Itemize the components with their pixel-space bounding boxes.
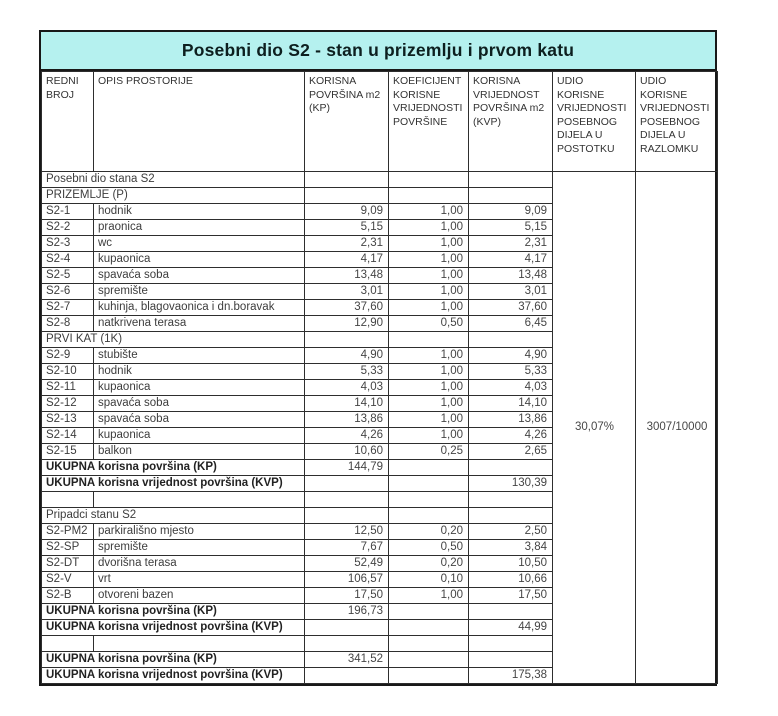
description-cell: spavaća soba xyxy=(94,268,305,284)
kp-cell: 4,26 xyxy=(305,428,389,444)
kp-cell: 14,10 xyxy=(305,396,389,412)
kp-cell: 3,01 xyxy=(305,284,389,300)
kvp-cell: 9,09 xyxy=(469,204,553,220)
kvp-cell xyxy=(469,332,553,348)
koef-cell xyxy=(389,172,469,188)
column-header: UDIO KORISNE VRIJEDNOSTI POSEBNOG DIJELA U RAZLOMKU xyxy=(636,72,718,172)
kp-cell: 13,48 xyxy=(305,268,389,284)
kp-cell xyxy=(305,172,389,188)
description-cell xyxy=(94,492,305,508)
kp-cell: 2,31 xyxy=(305,236,389,252)
koef-cell xyxy=(389,668,469,684)
total-label-cell: UKUPNA korisna vrijednost površina (KVP) xyxy=(42,668,305,684)
koef-cell: 1,00 xyxy=(389,236,469,252)
description-cell: vrt xyxy=(94,572,305,588)
koef-cell: 1,00 xyxy=(389,412,469,428)
row-id-cell: S2-1 xyxy=(42,204,94,220)
koef-cell: 1,00 xyxy=(389,588,469,604)
kvp-cell: 2,31 xyxy=(469,236,553,252)
koef-cell: 1,00 xyxy=(389,300,469,316)
kp-cell xyxy=(305,508,389,524)
description-cell: dvorišna terasa xyxy=(94,556,305,572)
area-table-sheet xyxy=(39,30,717,686)
row-id-cell: S2-4 xyxy=(42,252,94,268)
column-header: KORISNA VRIJEDNOST POVRŠINA m2 (KVP) xyxy=(469,72,553,172)
total-label-cell: UKUPNA korisna površina (KP) xyxy=(42,652,305,668)
koef-cell: 0,10 xyxy=(389,572,469,588)
total-label-cell: UKUPNA korisna vrijednost površina (KVP) xyxy=(42,476,305,492)
description-cell: kupaonica xyxy=(94,380,305,396)
description-cell: kupaonica xyxy=(94,428,305,444)
kp-cell: 9,09 xyxy=(305,204,389,220)
row-id-cell: S2-5 xyxy=(42,268,94,284)
total-label-cell: UKUPNA korisna površina (KP) xyxy=(42,604,305,620)
kp-cell: 5,15 xyxy=(305,220,389,236)
kp-cell xyxy=(305,620,389,636)
row-id-cell: S2-6 xyxy=(42,284,94,300)
kp-cell xyxy=(305,492,389,508)
koef-cell: 1,00 xyxy=(389,284,469,300)
kvp-cell: 44,99 xyxy=(469,620,553,636)
row-id-cell: S2-DT xyxy=(42,556,94,572)
koef-cell: 0,25 xyxy=(389,444,469,460)
section-label-cell: Posebni dio stana S2 xyxy=(42,172,305,188)
kvp-cell: 10,50 xyxy=(469,556,553,572)
section-label-cell: Pripadci stanu S2 xyxy=(42,508,305,524)
koef-cell xyxy=(389,476,469,492)
kvp-cell: 2,50 xyxy=(469,524,553,540)
kvp-cell xyxy=(469,460,553,476)
koef-cell: 0,20 xyxy=(389,524,469,540)
description-cell: spremište xyxy=(94,284,305,300)
kvp-cell xyxy=(469,508,553,524)
row-id-cell: S2-B xyxy=(42,588,94,604)
description-cell: otvoreni bazen xyxy=(94,588,305,604)
kp-cell: 341,52 xyxy=(305,652,389,668)
kp-cell xyxy=(305,476,389,492)
row-id-cell xyxy=(42,636,94,652)
table-row xyxy=(42,172,718,188)
kp-cell xyxy=(305,188,389,204)
row-id-cell: S2-3 xyxy=(42,236,94,252)
kp-cell: 7,67 xyxy=(305,540,389,556)
kp-cell: 37,60 xyxy=(305,300,389,316)
row-id-cell: S2-11 xyxy=(42,380,94,396)
kvp-cell xyxy=(469,172,553,188)
description-cell: praonica xyxy=(94,220,305,236)
row-id-cell: S2-8 xyxy=(42,316,94,332)
description-cell: balkon xyxy=(94,444,305,460)
description-cell: hodnik xyxy=(94,364,305,380)
kvp-cell xyxy=(469,636,553,652)
table-header-row xyxy=(42,72,718,172)
row-id-cell: S2-V xyxy=(42,572,94,588)
koef-cell xyxy=(389,652,469,668)
kvp-cell: 130,39 xyxy=(469,476,553,492)
kvp-cell: 37,60 xyxy=(469,300,553,316)
kp-cell: 5,33 xyxy=(305,364,389,380)
description-cell: parkirališno mjesto xyxy=(94,524,305,540)
kvp-cell: 10,66 xyxy=(469,572,553,588)
row-id-cell xyxy=(42,492,94,508)
kp-cell: 10,60 xyxy=(305,444,389,460)
kvp-cell: 13,48 xyxy=(469,268,553,284)
kvp-cell xyxy=(469,188,553,204)
section-label-cell: PRVI KAT (1K) xyxy=(42,332,305,348)
kp-cell: 106,57 xyxy=(305,572,389,588)
description-cell: spavaća soba xyxy=(94,396,305,412)
description-cell: wc xyxy=(94,236,305,252)
kvp-cell: 2,65 xyxy=(469,444,553,460)
column-header: KOEFICIJENT KORISNE VRIJEDNOSTI POVRŠINE xyxy=(389,72,469,172)
area-table xyxy=(41,71,718,684)
kp-cell xyxy=(305,636,389,652)
kvp-cell xyxy=(469,604,553,620)
kvp-cell: 6,45 xyxy=(469,316,553,332)
row-id-cell: S2-14 xyxy=(42,428,94,444)
udio-postotak-cell: 30,07% xyxy=(553,172,636,684)
description-cell: natkrivena terasa xyxy=(94,316,305,332)
koef-cell: 0,50 xyxy=(389,316,469,332)
kvp-cell: 3,84 xyxy=(469,540,553,556)
kvp-cell xyxy=(469,492,553,508)
koef-cell xyxy=(389,492,469,508)
row-id-cell: S2-13 xyxy=(42,412,94,428)
koef-cell xyxy=(389,188,469,204)
total-label-cell: UKUPNA korisna vrijednost površina (KVP) xyxy=(42,620,305,636)
kp-cell: 196,73 xyxy=(305,604,389,620)
section-label-cell: PRIZEMLJE (P) xyxy=(42,188,305,204)
udio-razlomak-cell: 3007/10000 xyxy=(636,172,718,684)
kvp-cell: 4,17 xyxy=(469,252,553,268)
row-id-cell: S2-2 xyxy=(42,220,94,236)
kp-cell: 13,86 xyxy=(305,412,389,428)
description-cell: stubište xyxy=(94,348,305,364)
row-id-cell: S2-15 xyxy=(42,444,94,460)
kvp-cell: 3,01 xyxy=(469,284,553,300)
kp-cell: 52,49 xyxy=(305,556,389,572)
description-cell xyxy=(94,636,305,652)
kp-cell xyxy=(305,332,389,348)
koef-cell: 0,20 xyxy=(389,556,469,572)
table-title: Posebni dio S2 - stan u prizemlju i prvom katu xyxy=(41,32,715,71)
description-cell: kupaonica xyxy=(94,252,305,268)
column-header: KORISNA POVRŠINA m2 (KP) xyxy=(305,72,389,172)
kvp-cell: 4,26 xyxy=(469,428,553,444)
description-cell: spremište xyxy=(94,540,305,556)
description-cell: spavaća soba xyxy=(94,412,305,428)
row-id-cell: S2-9 xyxy=(42,348,94,364)
koef-cell xyxy=(389,332,469,348)
column-header: REDNI BROJ xyxy=(42,72,94,172)
column-header: UDIO KORISNE VRIJEDNOSTI POSEBNOG DIJELA U POSTOTKU xyxy=(553,72,636,172)
row-id-cell: S2-7 xyxy=(42,300,94,316)
kp-cell: 12,50 xyxy=(305,524,389,540)
koef-cell: 1,00 xyxy=(389,364,469,380)
description-cell: hodnik xyxy=(94,204,305,220)
koef-cell: 1,00 xyxy=(389,220,469,236)
koef-cell xyxy=(389,636,469,652)
row-id-cell: S2-PM2 xyxy=(42,524,94,540)
koef-cell xyxy=(389,620,469,636)
kvp-cell: 5,33 xyxy=(469,364,553,380)
kp-cell: 12,90 xyxy=(305,316,389,332)
header-row xyxy=(42,72,718,172)
kp-cell xyxy=(305,668,389,684)
row-id-cell: S2-10 xyxy=(42,364,94,380)
kp-cell: 4,03 xyxy=(305,380,389,396)
koef-cell xyxy=(389,604,469,620)
kvp-cell: 4,03 xyxy=(469,380,553,396)
column-header: OPIS PROSTORIJE xyxy=(94,72,305,172)
row-id-cell: S2-12 xyxy=(42,396,94,412)
kvp-cell xyxy=(469,652,553,668)
koef-cell: 1,00 xyxy=(389,380,469,396)
koef-cell: 1,00 xyxy=(389,252,469,268)
koef-cell: 1,00 xyxy=(389,396,469,412)
kp-cell: 4,90 xyxy=(305,348,389,364)
kp-cell: 4,17 xyxy=(305,252,389,268)
koef-cell xyxy=(389,460,469,476)
kvp-cell: 4,90 xyxy=(469,348,553,364)
total-label-cell: UKUPNA korisna površina (KP) xyxy=(42,460,305,476)
kp-cell: 144,79 xyxy=(305,460,389,476)
row-id-cell: S2-SP xyxy=(42,540,94,556)
koef-cell: 1,00 xyxy=(389,428,469,444)
kvp-cell: 17,50 xyxy=(469,588,553,604)
table-body xyxy=(42,172,718,684)
kvp-cell: 175,38 xyxy=(469,668,553,684)
description-cell: kuhinja, blagovaonica i dn.boravak xyxy=(94,300,305,316)
koef-cell xyxy=(389,508,469,524)
kp-cell: 17,50 xyxy=(305,588,389,604)
koef-cell: 1,00 xyxy=(389,348,469,364)
koef-cell: 1,00 xyxy=(389,204,469,220)
kvp-cell: 13,86 xyxy=(469,412,553,428)
kvp-cell: 5,15 xyxy=(469,220,553,236)
koef-cell: 0,50 xyxy=(389,540,469,556)
koef-cell: 1,00 xyxy=(389,268,469,284)
kvp-cell: 14,10 xyxy=(469,396,553,412)
